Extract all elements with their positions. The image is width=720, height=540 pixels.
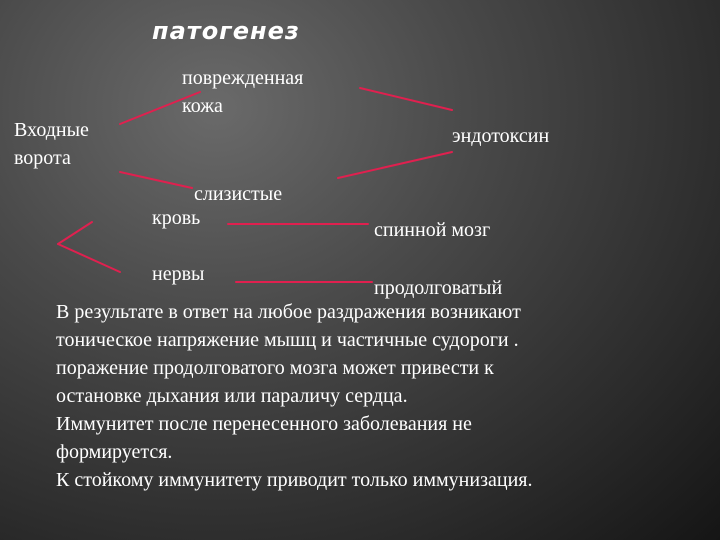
- body-line: тоническое напряжение мышц и частичные судороги .: [56, 329, 519, 351]
- endotoxin-label: эндотоксин: [452, 125, 550, 147]
- body-text: [56, 298, 676, 494]
- body-line: остановке дыхания или параличу сердца.: [56, 385, 408, 407]
- arrow-entry-to-skin: [120, 92, 200, 124]
- medulla-label: продолговатый: [374, 277, 503, 299]
- body-line: В результате в ответ на любое раздражения возникают: [56, 301, 521, 323]
- bracket-upper-line: [58, 222, 92, 244]
- damaged-skin-label-line1: поврежденная: [182, 67, 304, 89]
- blood-label: кровь: [152, 207, 201, 229]
- mucous-label: слизистые: [194, 183, 283, 205]
- body-line: формируется.: [56, 441, 173, 463]
- spinal-cord-label: спинной мозг: [374, 219, 491, 241]
- body-line: К стойкому иммунитету приводит только иммунизация.: [56, 469, 533, 491]
- arrow-entry-to-mucous: [120, 172, 192, 188]
- entry-gate-label-line2: ворота: [14, 147, 71, 169]
- entry-gate-label-line1: Входные: [14, 119, 89, 141]
- arrow-mucous-to-endotoxin: [338, 152, 452, 178]
- slide-title: патогенез: [152, 17, 300, 45]
- body-line: поражение продолговатого мозга может привести к: [56, 357, 494, 379]
- bracket-lower-line: [58, 244, 120, 272]
- body-line: Иммунитет после перенесенного заболевания не: [56, 413, 472, 435]
- nerves-label: нервы: [152, 263, 205, 285]
- arrow-skin-to-endotoxin: [360, 88, 452, 110]
- damaged-skin-label-line2: кожа: [182, 95, 223, 117]
